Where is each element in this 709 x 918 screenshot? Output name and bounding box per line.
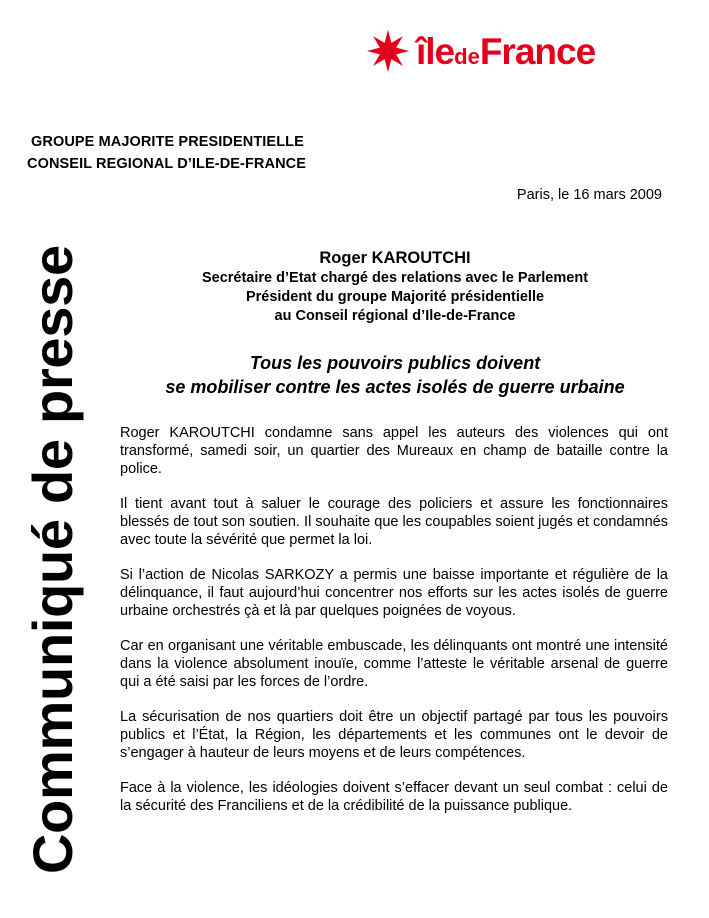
press-body <box>120 424 668 832</box>
author-role-1: Secrétaire d’Etat chargé des relations avec le Parlement <box>201 270 589 286</box>
star-logo-icon <box>366 29 410 73</box>
body-paragraph-4: Car en organisant une véritable embuscade, les délinquants ont montré une intensité dans la violence absolument inouïe, comme l’atteste le véritable arsenal de guerre qui a été saisi par les forces de l’ordre. <box>120 638 668 690</box>
body-paragraph-6: Face à la violence, les idéologies doivent s’effacer devant un seul combat : celui de la sécurité des Franciliens et de la crédibilité de la puissance publique. <box>120 780 668 814</box>
logo-word-ile: île <box>416 30 455 72</box>
headline-line-2: se mobiliser contre les actes isolés de guerre urbaine <box>165 377 625 397</box>
headline-line-1: Tous les pouvoirs publics doivent <box>249 353 541 373</box>
body-paragraph-5: La sécurisation de nos quartiers doit être un objectif partagé par tous les pouvoirs publics et l’État, la Région, les départements et les communes ont le devoir de s’engager à hauteur de leurs moyens et de leurs compétences. <box>120 709 668 761</box>
author-role-2: Président du groupe Majorité présidentielle <box>245 289 545 305</box>
author-role-3: au Conseil régional d’Ile-de-France <box>274 308 516 324</box>
group-heading <box>27 131 306 175</box>
group-name: GROUPE MAJORITE PRESIDENTIELLE <box>31 134 304 150</box>
ile-de-france-logo <box>366 26 666 76</box>
body-paragraph-2: Il tient avant tout à saluer le courage des policiers et assure les fonctionnaires blessés de tout son soutien. Il souhaite que les coupables soient jugés et condamnés avec toute la sévérité que permet la loi. <box>120 496 668 548</box>
council-name: CONSEIL REGIONAL D’ILE-DE-FRANCE <box>27 156 306 172</box>
press-headline <box>115 351 675 399</box>
vertical-title: Communiqué de presse <box>21 245 84 874</box>
author-block <box>115 247 675 326</box>
date-line: Paris, le 16 mars 2009 <box>516 187 662 203</box>
author-name: Roger KAROUTCHI <box>319 249 471 267</box>
logo-word-de: de <box>454 43 480 69</box>
body-paragraph-1: Roger KAROUTCHI condamne sans appel les auteurs des violences qui ont transformé, samedi soir, un quartier des Mureaux en champ de bataille contre la police. <box>120 425 668 477</box>
logo-wordmark <box>416 30 596 72</box>
logo-word-france: France <box>479 30 596 72</box>
body-paragraph-3: Si l’action de Nicolas SARKOZY a permis une baisse importante et régulière de la délinquance, il faut aujourd’hui concentrer nos efforts sur les actes isolés de guerre urbaine orchestrés çà et là par quelques poignées de voyous. <box>120 567 668 619</box>
